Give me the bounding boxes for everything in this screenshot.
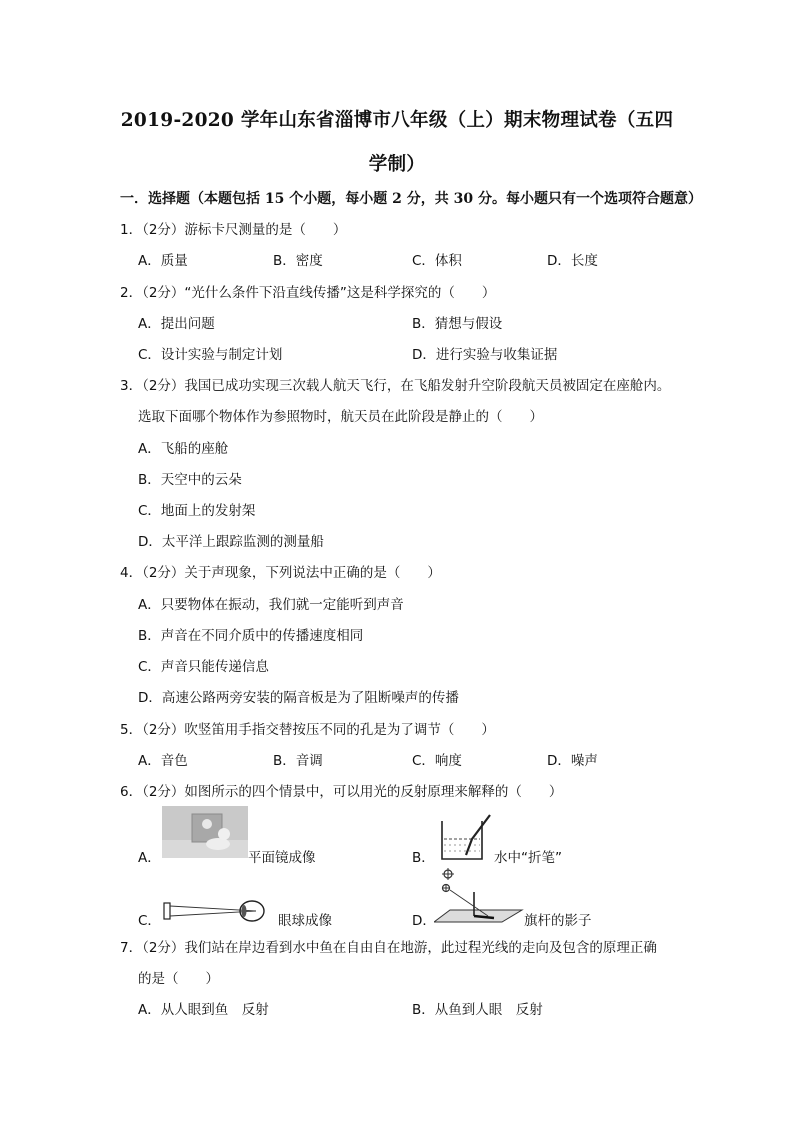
q3-option-b: B．天空中的云朵	[138, 472, 242, 488]
q4-option-b: B．声音在不同介质中的传播速度相同	[138, 628, 364, 644]
q5-option-b: B．音调	[273, 753, 323, 769]
q1-option-b: B．密度	[273, 253, 323, 269]
q4-stem: 4．（2分）关于声现象，下列说法中正确的是（ ）	[120, 565, 441, 581]
q5-stem: 5．（2分）吹竖笛用手指交替按压不同的孔是为了调节（ ）	[120, 722, 495, 738]
q1-stem: 1．（2分）游标卡尺测量的是（ ）	[120, 222, 347, 238]
q1-option-d: D．长度	[547, 253, 598, 269]
section-heading: 一．选择题（本题包括 15 个小题，每小题 2 分，共 30 分。每小题只有一个选项符合题意）	[120, 191, 702, 207]
exam-title-line2: 学制）	[368, 154, 426, 175]
q2-option-d: D．进行实验与收集证据	[412, 347, 558, 363]
q2-option-b: B．猜想与假设	[412, 316, 503, 332]
flagpole-shadow-figure	[434, 866, 524, 924]
q4-option-c: C．声音只能传递信息	[138, 659, 269, 675]
eyeball-figure	[160, 898, 278, 924]
q6-option-c-caption: 眼球成像	[278, 913, 332, 929]
q6-stem: 6．（2分）如图所示的四个情景中，可以用光的反射原理来解释的（ ）	[120, 784, 563, 800]
q6-option-c: C．	[138, 913, 161, 929]
q7-stem-line2: 的是（ ）	[138, 971, 219, 987]
q1-option-c: C．体积	[412, 253, 462, 269]
q2-stem: 2．（2分）“光什么条件下沿直线传播”这是科学探究的（ ）	[120, 285, 496, 301]
q7-option-a: A．从人眼到鱼 反射	[138, 1002, 269, 1018]
q4-option-d: D．高速公路两旁安装的隔音板是为了阻断噪声的传播	[138, 690, 459, 706]
q6-option-a-caption: 平面镜成像	[248, 850, 316, 866]
q3-option-c: C．地面上的发射架	[138, 503, 256, 519]
q6-option-b-caption: 水中“折笔”	[494, 850, 562, 866]
q1-option-a: A．质量	[138, 253, 188, 269]
q6-option-d: D．	[412, 913, 436, 929]
q7-option-b: B．从鱼到人眼 反射	[412, 1002, 543, 1018]
q7-stem-line1: 7．（2分）我们站在岸边看到水中鱼在自由自在地游，此过程光线的走向及包含的原理正确	[120, 940, 657, 956]
q4-option-a: A．只要物体在振动，我们就一定能听到声音	[138, 597, 404, 613]
q6-option-b: B．	[412, 850, 435, 866]
mirror-image-figure	[162, 806, 248, 858]
q3-option-d: D．太平洋上跟踪监测的测量船	[138, 534, 324, 550]
exam-title-line1: 2019-2020 学年山东省淄博市八年级（上）期末物理试卷（五四	[120, 110, 674, 131]
q2-option-a: A．提出问题	[138, 316, 215, 332]
q6-option-a: A．	[138, 850, 161, 866]
bent-pencil-figure	[436, 813, 494, 863]
q3-option-a: A．飞船的座舱	[138, 441, 229, 457]
q5-option-d: D．噪声	[547, 753, 598, 769]
q3-stem-line2: 选取下面哪个物体作为参照物时，航天员在此阶段是静止的（ ）	[138, 409, 543, 425]
q3-stem-line1: 3．（2分）我国已成功实现三次载人航天飞行，在飞船发射升空阶段航天员被固定在座舱内。	[120, 378, 671, 394]
q5-option-c: C．响度	[412, 753, 462, 769]
q5-option-a: A．音色	[138, 753, 188, 769]
q2-option-c: C．设计实验与制定计划	[138, 347, 283, 363]
q6-option-d-caption: 旗杆的影子	[524, 913, 592, 929]
